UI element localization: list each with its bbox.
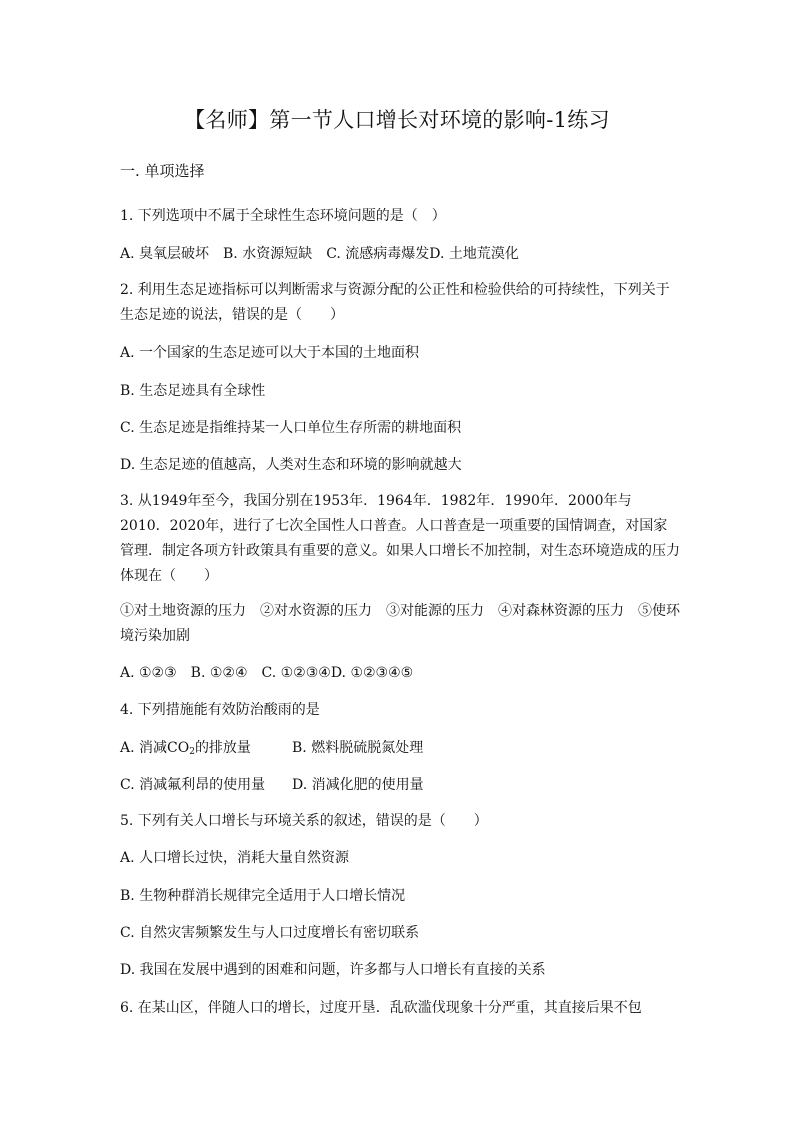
question-2-stem: 2. 利用生态足迹指标可以判断需求与资源分配的公正性和检验供给的可持续性，下列关于生态足迹的说法，错误的是（ ） xyxy=(120,282,670,323)
question-2-option-a: A. 一个国家的生态足迹可以大于本国的土地面积 xyxy=(120,345,420,361)
question-4-option-a: A. 消减$CO_2$的排放量 xyxy=(120,740,251,757)
question-5-option-a: A. 人口增长过快，消耗大量自然资源 xyxy=(120,850,350,866)
question-4-option-c: C. 消减氟利昂的使用量 xyxy=(120,777,266,793)
question-4-options-cd xyxy=(120,775,680,795)
question-6-stem: 6. 在某山区，伴随人口的增长，过度开垦．乱砍滥伐现象十分严重，其直接后果不包 xyxy=(120,1000,642,1016)
question-4-option-d: D. 消减化肥的使用量 xyxy=(292,777,424,793)
question-4-option-b: B. 燃料脱硫脱氮处理 xyxy=(292,740,424,756)
question-1-stem: 1. 下列选项中不属于全球性生态环境问题的是（ ） xyxy=(120,208,446,224)
question-2-option-c: C. 生态足迹是指维持某一人口单位生存所需的耕地面积 xyxy=(120,420,462,436)
question-3-stem: 3. 从1949年至今，我国分别在1953年．1964年．1982年．1990年．2000年与2010．2020年，进行了七次全国性人口普查。人口普查是一项重要的国情调查，对国家管理．制定各项方针政策具有重要的意义。如果人口增长不加控制，对生态环境造成的压力体现在（ ） xyxy=(120,493,680,584)
question-3-options: A. ①②③ B. ①②④ C. ①②③④D. ①②③④⑤ xyxy=(120,665,414,681)
question-3-items: ①对土地资源的压力 ②对水资源的压力 ③对能源的压力 ④对森林资源的压力 ⑤使环境污染加剧 xyxy=(120,603,680,644)
question-5-stem: 5. 下列有关人口增长与环境关系的叙述，错误的是（ ） xyxy=(120,813,488,829)
question-5-option-c: C. 自然灾害频繁发生与人口过度增长有密切联系 xyxy=(120,925,420,941)
page-title: 【名师】第一节人口增长对环境的影响-1练习 xyxy=(184,108,610,132)
question-2-option-d: D. 生态足迹的值越高，人类对生态和环境的影响就越大 xyxy=(120,457,462,473)
question-5-option-b: B. 生物种群消长规律完全适用于人口增长情况 xyxy=(120,888,406,904)
section-heading: 一. 单项选择 xyxy=(120,162,205,180)
question-5-option-d: D. 我国在发展中遇到的困难和问题，许多都与人口增长有直接的关系 xyxy=(120,962,546,978)
question-4-options-ab xyxy=(120,738,680,762)
question-4-stem: 4. 下列措施能有效防治酸雨的是 xyxy=(120,702,320,718)
question-1-options: A. 臭氧层破坏 B. 水资源短缺 C. 流感病毒爆发D. 土地荒漠化 xyxy=(120,246,519,262)
question-2-option-b: B. 生态足迹具有全球性 xyxy=(120,383,266,399)
